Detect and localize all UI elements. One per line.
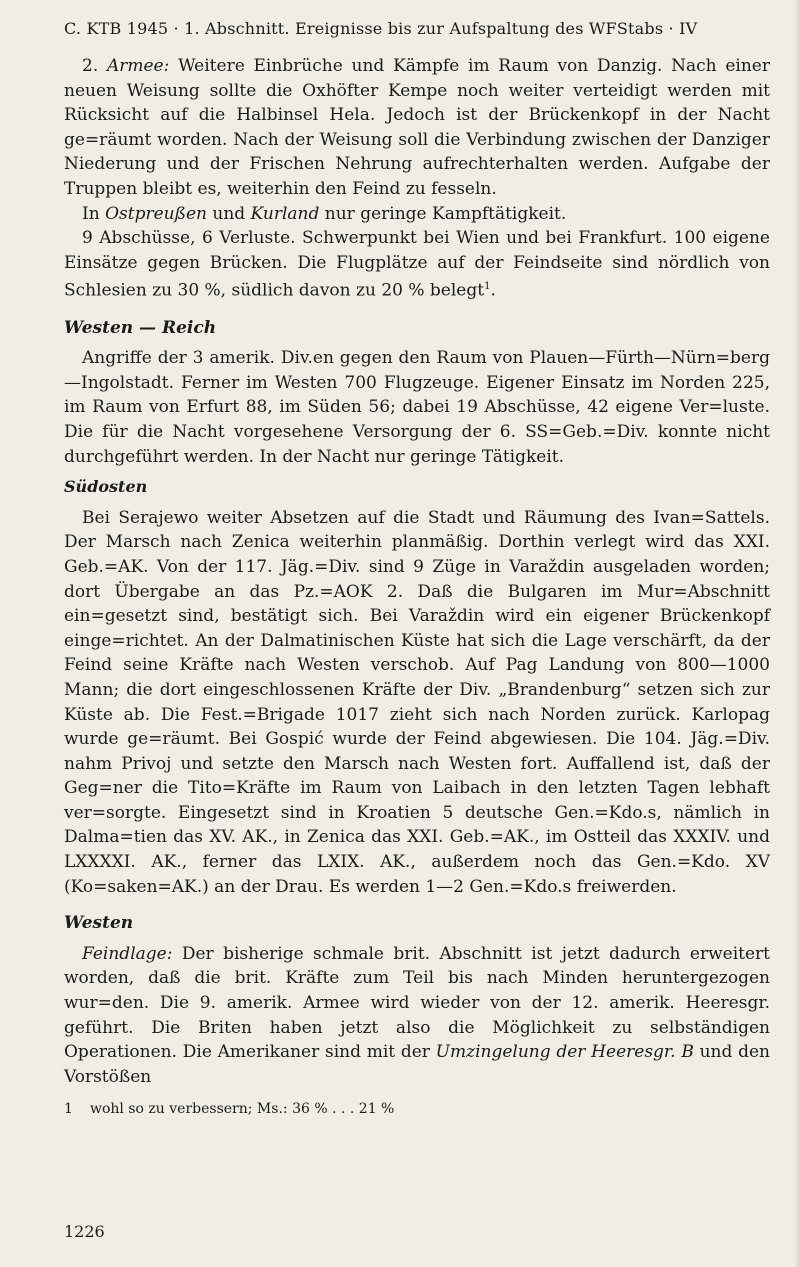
paragraph-lead-italic: Feindlage:	[82, 943, 173, 964]
paragraph-text: 9 Abschüsse, 6 Verluste. Schwerpunkt bei Wien und bei Frankfurt. 100 eigene Einsätze gegen Brücken. Die Flugplätze auf der Feindseite sind nördlich von Schlesien zu 30 %, südlich davon zu 20 % belegt	[64, 228, 770, 301]
paragraph-text: Weitere Einbrüche und Kämpfe im Raum von Danzig. Nach einer neuen Weisung sollte die Oxhöfter Kempe noch weiter verteidigt werden mit Rücksicht auf die Halbinsel Hela. Jedoch ist der Brückenkopf in der Nacht ge=räumt worden. Nach der Weisung soll die Verbindung zwischen der Danziger Niederung und der Frischen Nehrung aufrechterhalten werden. Aufgabe der Truppen bleibt es, weiterhin den Feind zu fesseln.	[64, 56, 770, 199]
paragraph-suedosten: Bei Serajewo weiter Absetzen auf die Stadt und Räumung des Ivan=Sattels. Der Marsch nach Zenica weiterhin planmäßig. Dorthin verlegt wird das XXI. Geb.=AK. Von der 117. Jäg.=Div. sind 9 Züge in Varaždin ausgeladen worden; dort Übergabe an das Pz.=AOK 2. Daß die Bulgaren im Mur=Abschnitt ein=gesetzt sind, bestätigt sich. Bei Varaždin wird ein eigener Brückenkopf einge=richtet. An der Dalmatinischen Küste hat sich die Lage verschärft, da der Feind seine Kräfte nach Westen verschob. Auf Pag Landung von 800—1000 Mann; die dort eingeschlossenen Kräfte der Div. „Brandenburg“ setzen sich zur Küste ab. Die Fest.=Brigade 1017 zieht sich nach Norden zurück. Karlopag wurde ge=räumt. Bei Gospić wurde der Feind abgewiesen. Die 104. Jäg.=Div. nahm Privoj und setzte den Marsch nach Westen fort. Auffallend ist, daß der Geg=ner die Tito=Kräfte im Raum von Laibach in den letzten Tagen lebhaft ver=sorgte. Eingesetzt sind in Kroatien 5 deutsche Gen.=Kdo.s, nämlich in Dalma=tien das XV. AK., in Zenica das XXI. Geb.=AK., im Ostteil das XXXIV. und LXXXXI. AK., ferner das LXIX. AK., außerdem noch das Gen.=Kdo. XV (Ko=saken=AK.) an der Drau. Es werden 1—2 Gen.=Kdo.s freiwerden.	[64, 507, 770, 897]
paragraph-westen-reich: Angriffe der 3 amerik. Div.en gegen den Raum von Plauen—Fürth—Nürn=berg—Ingolstadt. Ferner im Westen 700 Flugzeuge. Eigener Einsatz im Norden 225, im Raum von Erfurt 88, im Süden 56; dabei 19 Abschüsse, 42 eigene Ver=luste. Die für die Nacht vorgesehene Versorgung der 6. SS=Geb.=Div. konnte nicht durchgeführt werden. In der Nacht nur geringe Tätigkeit.	[64, 348, 770, 467]
footnote	[64, 1099, 770, 1119]
heading-westen-reich: Westen — Reich	[64, 317, 217, 338]
paragraph-luftlage	[64, 226, 770, 303]
paragraph-westen-feindlage	[64, 942, 770, 1090]
text-run: nur geringe Kampftätigkeit.	[319, 203, 567, 224]
heading-westen: Westen	[64, 913, 134, 934]
text-run: In	[82, 203, 106, 224]
footnote-marker[interactable]: 1	[484, 281, 491, 293]
page-edge-shadow	[794, 0, 800, 1267]
footnote-text: wohl so zu verbessern; Ms.: 36 % . . . 21 %	[90, 1101, 395, 1118]
italic-phrase: Umzingelung der Heeresgr. B	[435, 1042, 694, 1063]
paragraph-2-armee	[64, 54, 770, 202]
running-head: C. KTB 1945 · 1. Abschnitt. Ereignisse bis zur Aufspaltung des WFStabs · IV	[64, 19, 698, 38]
text-run: .	[490, 281, 496, 301]
page-number: 1226	[64, 1222, 105, 1241]
paragraph-ostpreussen	[64, 202, 770, 227]
paragraph-text: Der bisherige schmale brit. Abschnitt ist jetzt dadurch erweitert worden, daß die brit. Kräfte zum Teil bis nach Minden heruntergezogen wur=den. Die 9. amerik. Armee wird wieder von der 12. amerik. Heeresgr. geführt. Die Briten haben jetzt also die Möglichkeit zu selbständigen Operationen. Die Amerikaner sind mit der	[64, 943, 770, 1063]
heading-suedosten: Südosten	[64, 477, 148, 497]
place-ostpreussen: Ostpreußen	[105, 203, 207, 224]
paragraph-lead: 2.	[82, 56, 107, 76]
paragraph-text: und den Vorstößen	[64, 1042, 770, 1087]
text-run: und	[206, 203, 251, 224]
footnote-number: 1	[64, 1101, 73, 1118]
paragraph-lead-italic: Armee:	[106, 56, 170, 76]
place-kurland: Kurland	[250, 203, 320, 224]
